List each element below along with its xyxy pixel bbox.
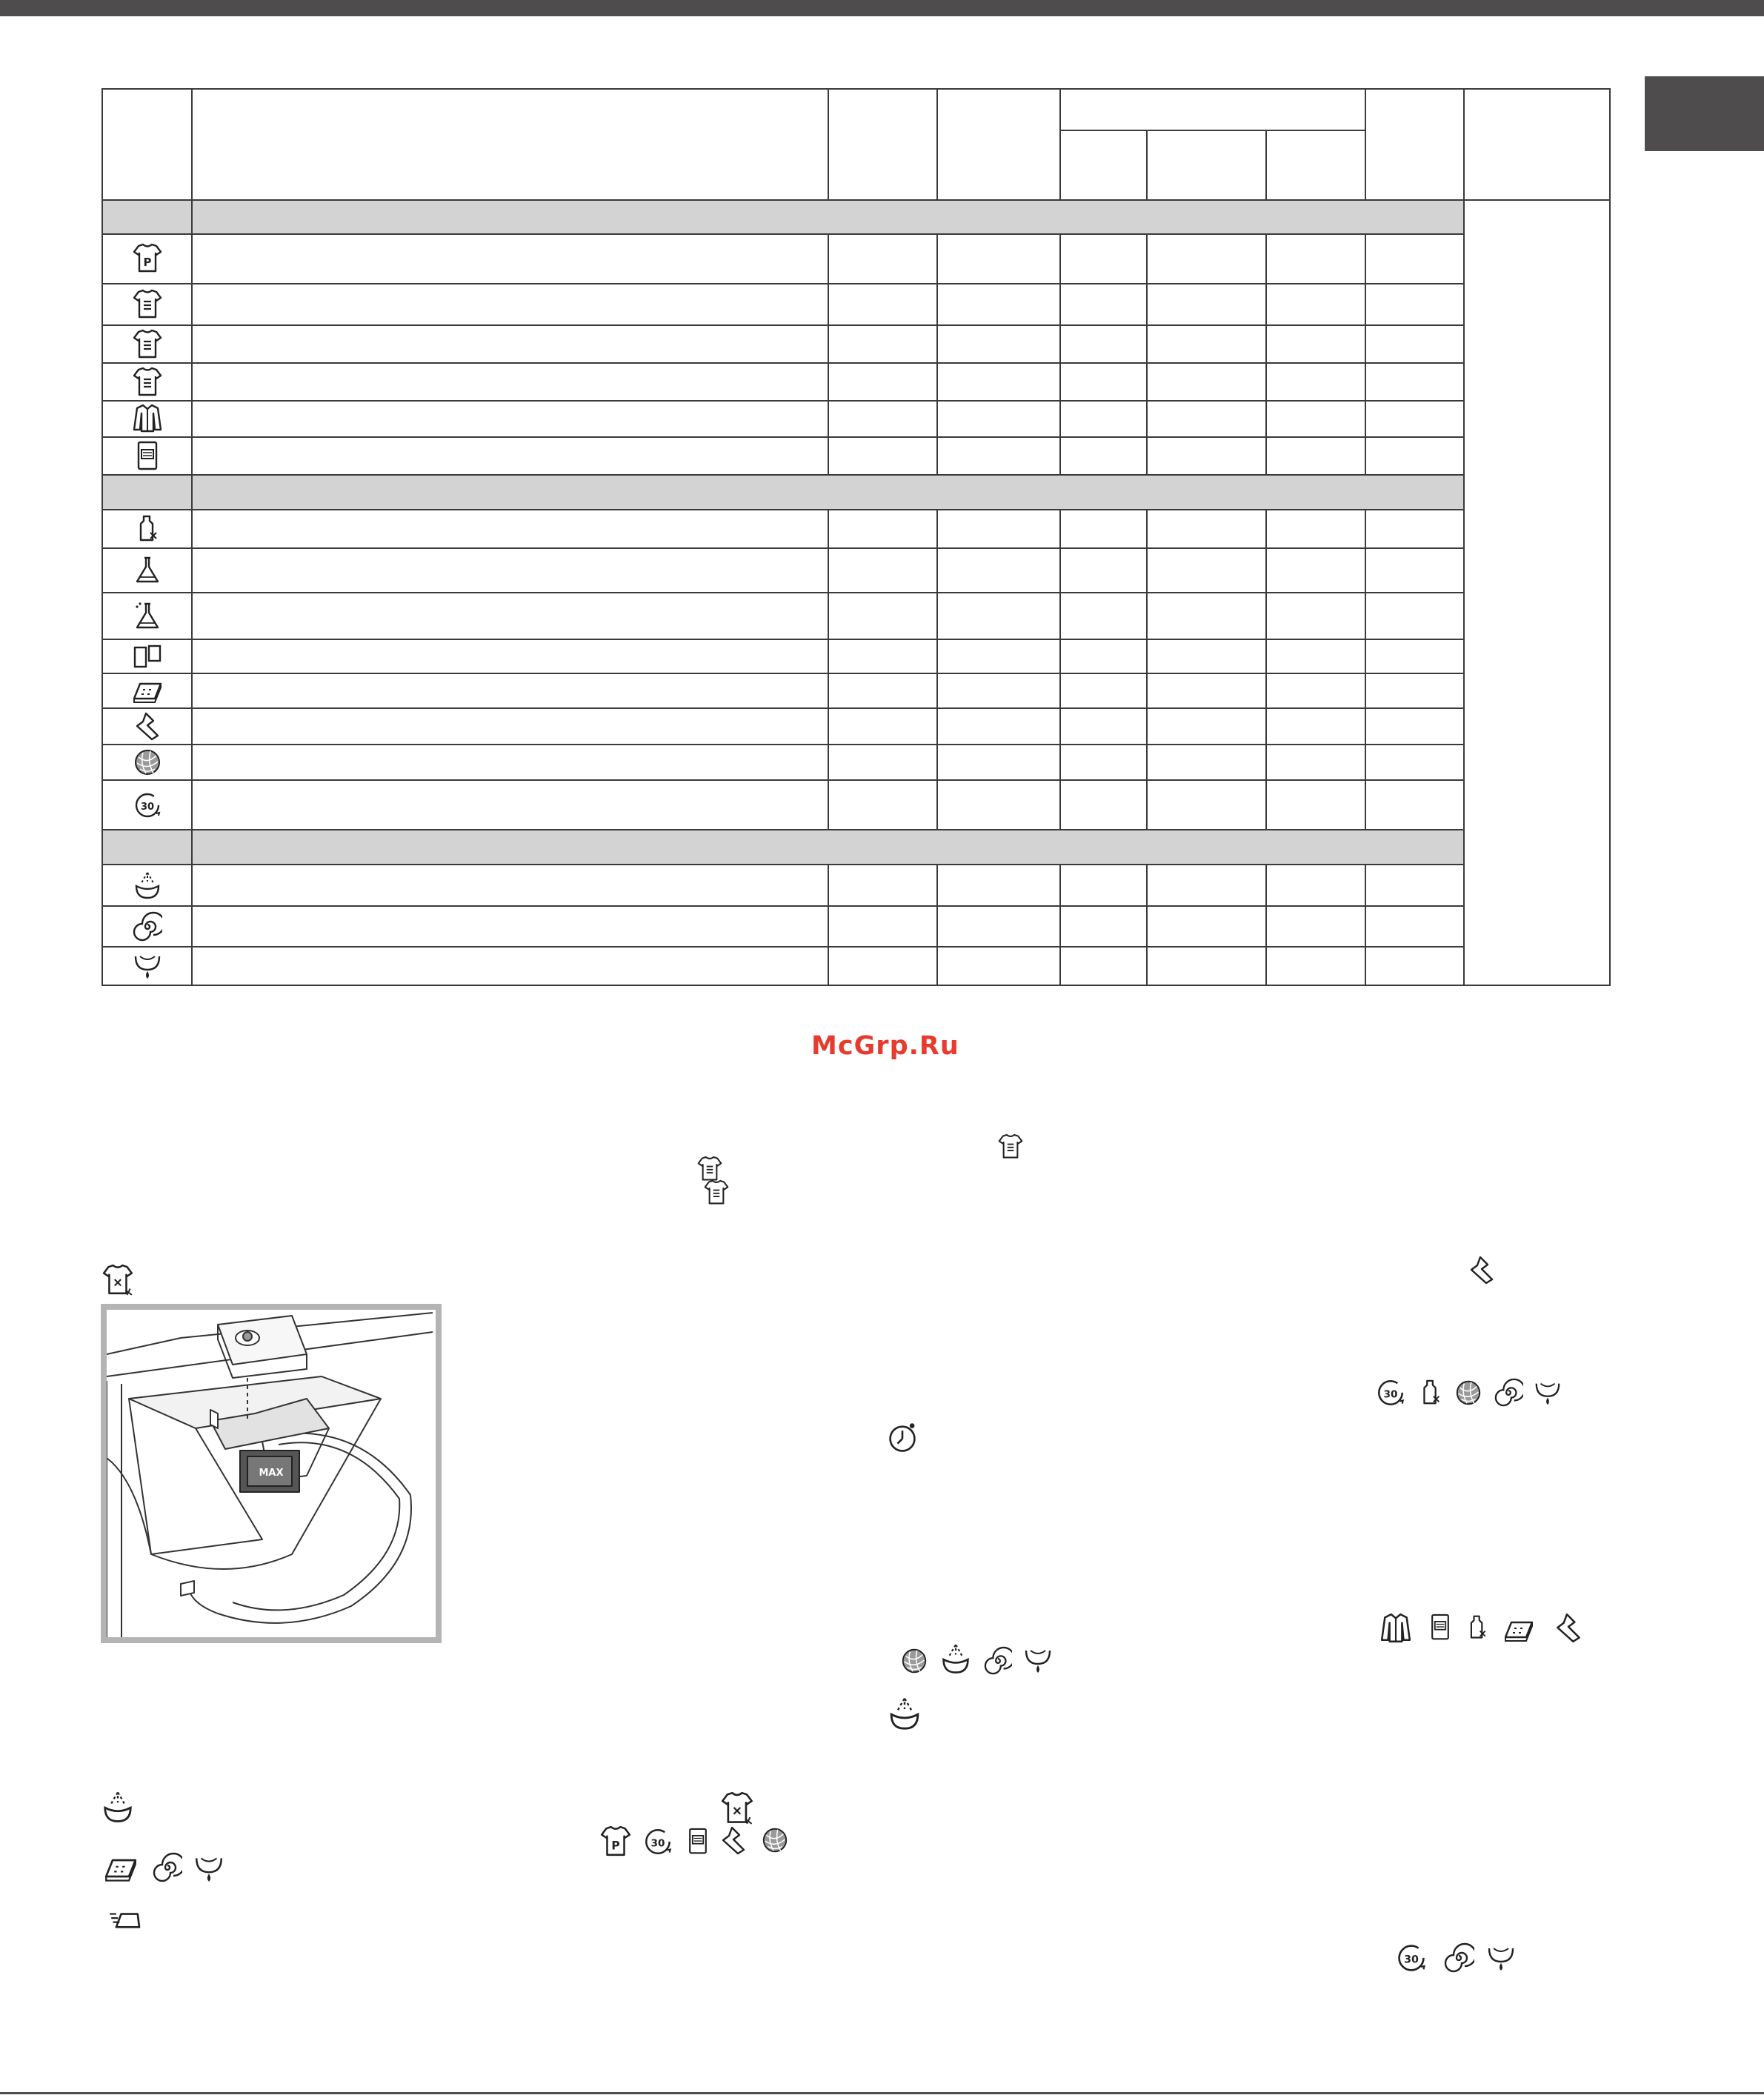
timer-30-icon [1375, 1376, 1406, 1409]
stain-shirt-icon [102, 1264, 135, 1296]
drain-icon [193, 1852, 225, 1885]
header-cell [192, 89, 828, 200]
shirt-icon [697, 1156, 722, 1182]
section-cell [102, 830, 192, 864]
scarf-icon [719, 1824, 748, 1858]
section-cell [102, 475, 192, 509]
header-cell [1266, 130, 1365, 200]
rinse-icon [886, 1695, 923, 1732]
drain-icon [1022, 1645, 1054, 1676]
programme-icon-cell [102, 780, 192, 830]
programme-icon-cell [102, 708, 192, 744]
table-row [102, 947, 1610, 985]
header-cell [102, 89, 192, 200]
wool-icon [133, 747, 162, 778]
programme-icon-cell [102, 437, 192, 475]
header-cell [1147, 130, 1265, 200]
spin-icon [1443, 1942, 1474, 1974]
shirt-icon [133, 329, 162, 360]
table-row [102, 510, 1610, 548]
spin-icon [133, 911, 162, 942]
max-label: MAX [259, 1468, 284, 1479]
timer-30-icon [642, 1825, 674, 1858]
table-row [102, 745, 1610, 780]
section-cell [192, 830, 1464, 864]
scarf-icon [1553, 1612, 1584, 1645]
wool-icon [899, 1646, 929, 1676]
table-row [102, 401, 1610, 437]
header-cell [1060, 130, 1147, 200]
header-cell [1060, 89, 1365, 130]
table-row [102, 780, 1610, 830]
drain-icon [1485, 1942, 1517, 1974]
dispenser-illustration [101, 1304, 442, 1643]
programme-icon-cell [102, 510, 192, 548]
header-cell [828, 89, 936, 200]
spin-icon [1494, 1378, 1523, 1408]
footer-rule [0, 2092, 1764, 2094]
table-row [102, 673, 1610, 708]
jeans-icon [133, 441, 162, 472]
header-cell [1464, 89, 1610, 200]
programme-icon-cell [102, 947, 192, 985]
wool-icon [1454, 1378, 1483, 1408]
p-shirt-icon [600, 1825, 631, 1858]
watermark-text: McGrp.Ru [811, 1031, 959, 1061]
rinse-icon [133, 870, 162, 901]
programme-icon-cell [102, 284, 192, 325]
table-row [102, 708, 1610, 744]
table-row [102, 325, 1610, 363]
flask-drops-icon [133, 601, 162, 632]
programme-icon-cell [102, 548, 192, 593]
stopwatch-icon [886, 1421, 919, 1455]
shirt-icon [704, 1179, 729, 1206]
section-row [102, 830, 1610, 864]
shirt-icon [133, 289, 162, 320]
table-row [102, 234, 1610, 283]
stain-shirt-icon [720, 1791, 756, 1825]
header-cell [937, 89, 1060, 200]
table-row [102, 548, 1610, 593]
table-row [102, 906, 1610, 947]
timer-30-icon [1394, 1941, 1428, 1975]
rinse-icon [101, 1788, 135, 1825]
programme-icon-cell [102, 745, 192, 780]
baby-bottle-icon [133, 513, 162, 545]
programme-icon-cell [102, 234, 192, 283]
wool-icon [760, 1825, 790, 1855]
programme-icon-cell [102, 363, 192, 400]
programme-icon-cell [102, 639, 192, 673]
baby-bottle-icon [1417, 1376, 1445, 1409]
table-header-row [102, 89, 1610, 130]
table-row [102, 284, 1610, 325]
programme-icon-cell [102, 325, 192, 363]
p-shirt-icon [133, 243, 162, 274]
section-row [102, 200, 1610, 234]
programme-icon-cell [102, 401, 192, 437]
table-row [102, 437, 1610, 475]
table-row [102, 593, 1610, 639]
language-tab [1645, 76, 1764, 151]
jeans-icon [685, 1825, 711, 1858]
spin-icon [984, 1646, 1012, 1676]
drain-icon [133, 950, 162, 982]
shirt-icon [998, 1133, 1023, 1160]
table-row [102, 639, 1610, 673]
duvet-icon [133, 642, 162, 671]
scarf-icon [133, 711, 162, 742]
drain-icon [1532, 1378, 1563, 1408]
section-cell [102, 200, 192, 234]
scarf-icon [1467, 1255, 1497, 1286]
programme-icon-cell [102, 906, 192, 947]
table-row [102, 865, 1610, 906]
dispenser-drawing [107, 1310, 436, 1637]
programme-table [101, 88, 1611, 986]
section-cell [192, 475, 1464, 509]
programme-icon-cell [102, 673, 192, 708]
blanket-icon [1500, 1615, 1538, 1645]
iron-icon [101, 1902, 148, 1932]
jacket-icon [1377, 1612, 1415, 1645]
flask-icon [133, 555, 162, 586]
shirt-icon [133, 367, 162, 398]
blanket-icon [99, 1852, 142, 1885]
section-row [102, 475, 1610, 509]
jeans-icon [1427, 1611, 1454, 1645]
section-cell [192, 200, 1464, 234]
programme-icon-cell [102, 593, 192, 639]
header-cell [1365, 89, 1464, 200]
programme-icon-cell [102, 865, 192, 906]
table-row [102, 363, 1610, 400]
rinse-icon [939, 1642, 972, 1676]
jacket-icon [133, 403, 162, 434]
timer-30-icon [133, 790, 162, 821]
baby-bottle-icon [1464, 1611, 1491, 1645]
blanket-icon [131, 676, 164, 706]
notes-column [1464, 200, 1610, 985]
top-accent-bar [0, 0, 1764, 16]
spin-icon [153, 1852, 182, 1883]
